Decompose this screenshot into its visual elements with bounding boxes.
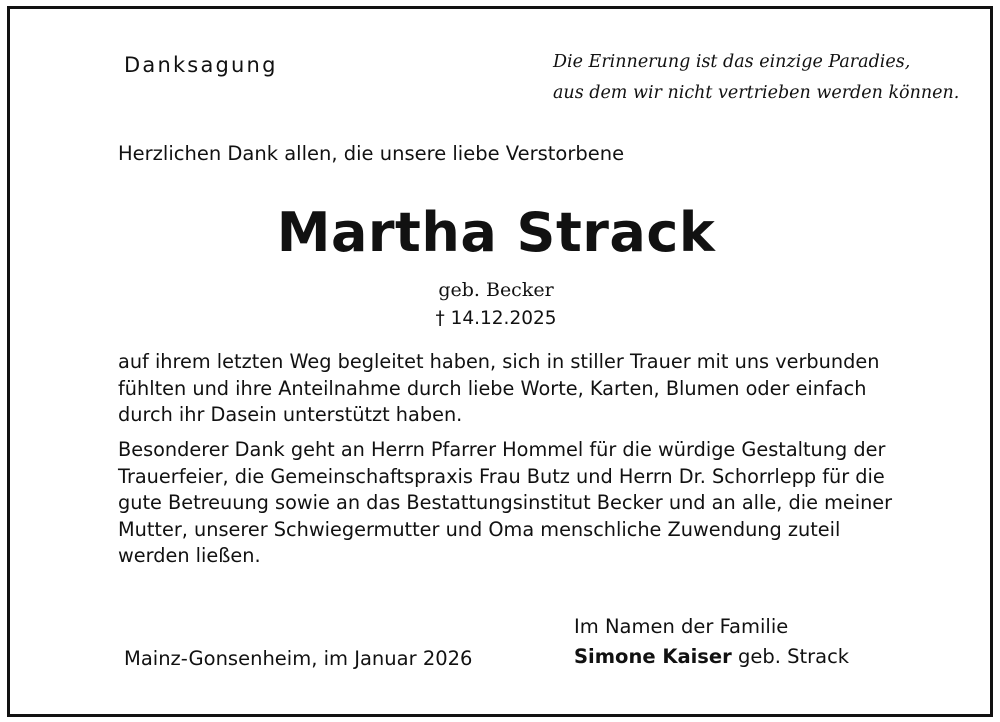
death-date: † 14.12.2025 — [435, 308, 557, 329]
paragraph-line: auf ihrem letzten Weg begleitet haben, sich in stiller Trauer mit uns verbunden — [118, 350, 880, 373]
paragraph-line: Mutter, unserer Schwiegermutter und Oma menschliche Zuwendung zuteil — [118, 517, 841, 541]
paragraph-line: Trauerfeier, die Gemeinschaftspraxis Frau Butz und Herrn Dr. Schorrlepp für die — [118, 464, 885, 488]
heading: Danksagung — [124, 53, 278, 77]
paragraph-line: gute Betreuung sowie an das Bestattungsinstitut Becker und an alle, die meiner — [118, 491, 893, 514]
paragraph-2 — [118, 437, 918, 570]
paragraph-line: Besonderer Dank geht an Herrn Pfarrer Hommel für die würdige Gestaltung der — [118, 438, 886, 461]
quote-line-1: Die Erinnerung ist das einzige Paradies, — [553, 52, 911, 72]
paragraph-line: fühlten und ihre Anteilnahme durch liebe Worte, Karten, Blumen oder einfach — [118, 376, 867, 400]
paragraph-1 — [118, 349, 918, 429]
announcement-frame — [7, 6, 993, 717]
quote — [553, 47, 959, 109]
place-date: Mainz-Gonsenheim, im Januar 2026 — [124, 647, 473, 670]
signature-suffix: geb. Strack — [731, 645, 850, 668]
signature-name: Simone Kaiser — [574, 645, 732, 668]
quote-line-2: aus dem wir nicht vertrieben werden können. — [553, 83, 960, 103]
signature — [574, 645, 849, 668]
paragraph-line: durch ihr Dasein unterstützt haben. — [118, 403, 463, 426]
intro-text: Herzlichen Dank allen, die unsere liebe Verstorbene — [118, 142, 625, 165]
paragraph-line: werden ließen. — [118, 544, 261, 567]
family-line: Im Namen der Familie — [574, 615, 789, 638]
birth-name: geb. Becker — [438, 279, 554, 301]
deceased-name: Martha Strack — [276, 201, 716, 264]
